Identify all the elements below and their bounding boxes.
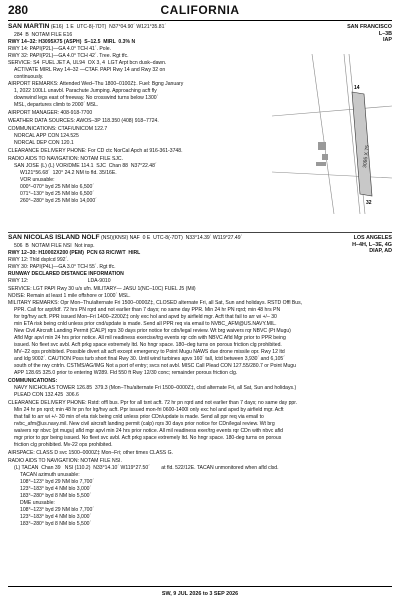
state-title: CALIFORNIA <box>160 3 240 17</box>
runway-detail: RWY 14: PAPI(P2L)—GA 4.0° TCH 41´. Pole. <box>8 46 112 52</box>
clearance-line: friction clg prohibited. Mv-22 ops prohibited. <box>14 442 113 448</box>
military-remarks-line: PPR. Call for arpt/ldf. 72 hrs PN rqrd and not earlier than 7 days; no same day PPR. Min 24 hr PN rqrd; min 48 hrs PN <box>14 307 281 313</box>
navaid-line: 108°–123° byd 29 NM blo 7,700´ <box>20 479 95 485</box>
runway-detail: RWY 32: PAPI(P2L)—GA 4.0° TCH 42´. Tree. Rgt tfc. <box>8 53 129 59</box>
page-number: 280 <box>8 3 29 17</box>
military-remarks-line: south of the rwy cntrln. CSTMS/AG/IMG Not a port of entry; svcs not avbl. MISC Call Plead CON 127.55/280.7 or Point Mugu <box>14 363 296 369</box>
runway-detail: RWY 30: PAPI(P4L)—GA 3.0° TCH 55´. Rgt tfc. <box>8 264 116 270</box>
service-line: continuously. <box>14 74 44 80</box>
declared-distance-heading: RUNWAY DECLARED DISTANCE INFORMATION <box>8 271 124 277</box>
navaid-line: DME unusable: <box>20 500 55 506</box>
comm-heading: COMMUNICATIONS: <box>8 378 58 384</box>
runway-detail: RWY 12: Thld dsplcd 992´. <box>8 257 69 263</box>
section-divider <box>8 232 392 233</box>
service-line: SERVICE: LGT PAPI Rwy 30 u/s ufn. MILITARY— JASU 1(NC–10C) FUEL J5 (Mil) <box>8 286 196 292</box>
military-remarks-line: New Civil Aircraft Landing Permit (CALP) rqrs 30 days prior notice for cdn/legal review. Wt brg waivers rqr NBVC (Pt Mugu) <box>14 328 291 334</box>
airport-name: SAN NICOLAS ISLAND NOLF <box>8 234 100 241</box>
military-remarks-line: min ETA risk being cnld unless prior cnd/update is made. Send all PPR req via email to NVBC_AFM@US.NAVY.MIL. <box>14 321 277 327</box>
footer-rule <box>8 586 392 587</box>
clearance-line: that fail to arr wi +/- 30 min of eta risk being cnld unless prior CDn/update is made. Send all ppr req via email to <box>14 414 264 420</box>
navaid-line: RADIO AIDS TO NAVIGATION: NOTAM FILE NSI. <box>8 458 122 464</box>
comm-line: NAVY NICHOLAS TOWER 126.85 379.3 (Mon–Thu/alternate Fri 1500–0000Z‡, clsd alternate Fri, all Sat, Sun and holidays.) <box>14 385 297 391</box>
military-remarks-line: MILITARY REMARKS: Opr Mon–Thu/alternate Fri 1500–0000Z‡, CLOSED alternate Fri, all Sat, Sun and holidays. RSTD Offl Bus, <box>8 300 303 306</box>
navaid-line: 260°–280° byd 25 NM blo 14,000´ <box>20 198 97 204</box>
remarks-line: 1, 2022 100LL unavbl. Parachute Jumping. Approaching acft fly <box>14 88 157 94</box>
navaid-line: (L) TACAN Chan 39 NSI (110.2) N33°14.10´ W119°27.50´ at fld. 522/12E. TACAN unmonitored when afld clsd. <box>14 465 279 471</box>
manager-line: AIRPORT MANAGER: 408-918-7700 <box>8 110 93 116</box>
clearance-line: CLEARANCE DELIVERY PHONE: For CD ctc NorCal Apch at 916-361-3748. <box>8 148 183 154</box>
clearance-line: Min 24 hr pn rqrd; min 48 hr pn for lrg/hvy acft. Ppr issued mon-fri 0600-1400l only exc hol and apvd by airfield mgr. Acft <box>14 407 284 413</box>
clearance-line: mgr prior to ppr being issued. No fleet svc avbl. Acft prkg space extremely ltd. No hngr space. 180-deg turns on porous <box>14 435 282 441</box>
san-martin-title-line: SAN MARTIN (E16) 1 E UTC-8(-7DT) N37°04.90´ W121°35.81´ <box>8 23 167 30</box>
remarks-line: AIRPORT REMARKS: Attended Wed–Thu 1800–0100Z‡. Fuel: Bgng January <box>8 81 184 87</box>
navaid-line: 123°–183° byd 4 NM blo 3,000´ <box>20 514 92 520</box>
elev-notam: 506 B NOTAM FILE NSI Not insp. <box>14 243 95 249</box>
navaid-line: 071°–130° byd 25 NM blo 6,500´ <box>20 191 95 197</box>
military-remarks-line: and ldg 9002´. CAUTION Poss turb short final Rwy 30. Until wind turbines apvx 160´ tall, lctd between 3,930´ and 6,105´ <box>14 356 285 362</box>
chart-refs: LOS ANGELES H–4H, L–3E, 4G DIAP, AD <box>352 235 392 255</box>
military-remarks-line: MV–22 ops prohibited. Possible divert alt acft except emergency to Point Mugu NAWS due drone missile opr. Rwy 12 ltd <box>14 349 285 355</box>
clearance-line: nvbc_afm@us.navy.mil. New civil aircraft landing permit (calp) rqrs 30 days prior notice for CDn/legal review. Wt brg <box>14 421 275 427</box>
airport-name: SAN MARTIN <box>8 23 50 30</box>
declared-distance-line: RWY 12: LDA-9010 <box>8 278 111 284</box>
navaid-line: W121°56.68´ 120° 24.2 NM to fld. 35/16E. <box>20 170 117 176</box>
remarks-line: downwind legs east of freeway. No crosswind turns below 1300´ <box>14 95 159 101</box>
noise-line: NOISE: Remain at least 1 mile offshore or 1000´ MSL. <box>8 293 131 299</box>
comm-line: NORCAL DEP CON 120.1 <box>14 140 74 146</box>
elev-notam: 284 B NOTAM FILE E16 <box>14 32 73 38</box>
runway-line: RWY 12–30: H10002X200 (PEM) PCN 63 R/C/W/T HIRL <box>8 250 141 256</box>
runway-dimension-label: 3095 X 75 <box>362 144 371 169</box>
military-remarks-line: for trg/hvy acft. PPR issued Mon–Fri 1400–2200Z‡ only exc hol and apvd by airfield mgr. Acft that fail to arr wi +/– 30 <box>14 314 277 320</box>
san-nicolas-title-line: SAN NICOLAS ISLAND NOLF (NSI)(KNSI) NAF 0 E UTC-8(-7DT) N33°14.39´ W119°27.49´ <box>8 234 243 241</box>
effective-dates: SW, 9 JUL 2026 to 3 SEP 2026 <box>161 591 239 597</box>
chart-refs: SAN FRANCISCO L–3B IAP <box>347 24 392 44</box>
runway-end-label: 14 <box>354 85 360 91</box>
runway-line: RWY 14–32: H3095X75 (ASPH) S–12.5 MIRL 0.3% N <box>8 39 136 45</box>
military-remarks-line: APP 128.65 325.0 prior to entering W289. Fld 550 ft Rwy 12/30 conc; remainder porous friction clg. <box>14 370 238 376</box>
comm-line: NORCAL APP CON 124.525 <box>14 133 79 139</box>
military-remarks-line: Afld Mgr apvl min 24 hrs prior notice. All mil readiness exercise/trg events rqr cdn with NBVC Afld Mgr prior to PPR being <box>14 335 286 341</box>
service-line: ACTIVATE MIRL Rwy 14–32 —CTAF. PAPI Rwy 14 and Rwy 32 on <box>14 67 166 73</box>
remarks-line: MSL, departures climb to 2000´ MSL. <box>14 102 99 108</box>
navaid-line: SAN JOSE (L) (L) VOR/DME 114.1 SJC Chan 88 N37°22.48´ <box>14 163 157 169</box>
page-header <box>0 0 400 22</box>
weather-line: WEATHER DATA SOURCES: AWOS–3P 118.350 (408) 918–7724. <box>8 118 159 124</box>
navaid-line: 000°–070° byd 25 NM blo 6,500´ <box>20 184 95 190</box>
clearance-line: CLEARANCE DELIVERY PHONE: Rstd: offl bus. Ppr for all tsnt acft. 72 hr pn rqrd and not earlier than 7 days; no same day ppr. <box>8 400 298 406</box>
clearance-line: waivers rqr nbvc (pt mugu) afld mgr apvl min 24 hrs prior notice. All mil readiness exer/trg events rqr CDn with nbvc afld <box>14 428 283 434</box>
military-remarks-line: issued. No fleet svc avbl. Acft prkg space extremely ltd. No hngr space. 180–deg turns on porous friction clg prohibited. <box>14 342 282 348</box>
comm-line: COMMUNICATIONS: CTAF/UNICOM 122.7 <box>8 126 108 132</box>
navaid-line: 183°–280° byd 8 NM blo 5,500´ <box>20 521 92 527</box>
navaid-line: 108°–123° byd 29 NM blo 7,700´ <box>20 507 95 513</box>
navaid-line: RADIO AIDS TO NAVIGATION: NOTAM FILE SJC. <box>8 156 124 162</box>
header-rule <box>8 20 392 21</box>
navaid-line: 183°–280° byd 8 NM blo 5,500´ <box>20 493 92 499</box>
comm-line: PLEAD CON 132.425 306.6 <box>14 392 79 398</box>
navaid-line: TACAN azimuth unusable: <box>20 472 80 478</box>
navaid-line: 123°–183° byd 4 NM blo 3,000´ <box>20 486 92 492</box>
airspace-line: AIRSPACE: CLASS D svc 1500–0000Z‡ Mon–Fri; other times CLASS G. <box>8 450 173 456</box>
navaid-line: VOR unusable: <box>20 177 55 183</box>
runway-end-label: 32 <box>366 200 372 206</box>
airport-diagram <box>272 54 392 214</box>
service-line: SERVICE: S4 FUEL JET A, UL94 OX 3, 4 LGT Arpt bcn dusk–dawn. <box>8 60 167 66</box>
